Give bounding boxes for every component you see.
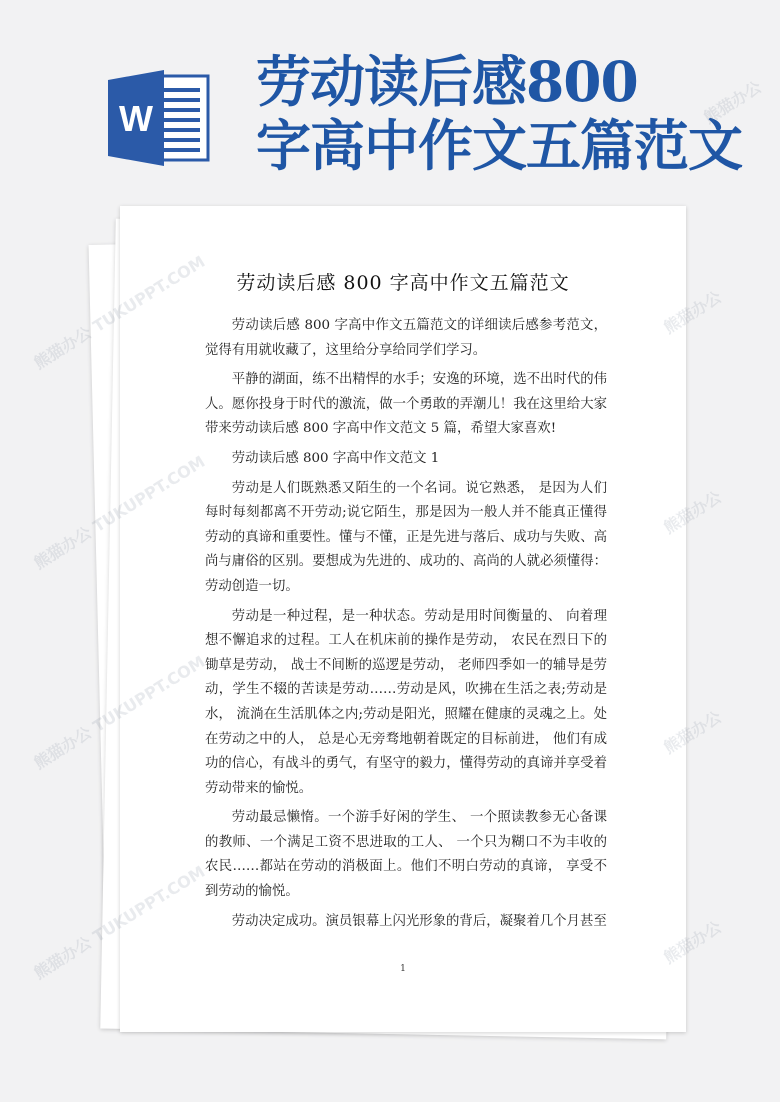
watermark: 熊猫办公 (30, 722, 95, 773)
paragraph: 劳动是一种过程，是一种状态。劳动是用时间衡量的、 向着理想不懈追求的过程。工人在机床前的操作是劳动， 农民在烈日下的锄草是劳动， 战士不间断的巡逻是劳动， 老师四季如一的辅导是劳动，学生不辍的苦读是劳动……劳动是风，吹拂在生活之表;劳动是水， 流淌在生活肌体之内;劳动是阳光，照耀在健康的灵魂之上。处在劳动之中的人， 总是心无旁骛地朝着既定的目标前进， 他们有成功的信心，有战斗的勇气，有坚守的毅力，懂得劳动的真谛并享受着劳动带来的愉悦。 (205, 608, 607, 796)
word-document-icon (108, 68, 212, 168)
page-title (256, 50, 776, 178)
paragraph: 劳动读后感 800 字高中作文范文 1 (231, 450, 440, 466)
title-line-1: 劳动读后感800 (256, 49, 638, 114)
watermark: 熊猫办公 (660, 707, 725, 758)
watermark: 熊猫办公 (660, 487, 725, 538)
watermark: 熊猫办公 (700, 77, 765, 128)
word-icon-letter: W (119, 98, 153, 139)
watermark: 熊猫办公 (30, 322, 95, 373)
watermark: 熊猫办公 (660, 917, 725, 968)
document-page (120, 206, 686, 1032)
paragraph: 劳动读后感 800 字高中作文五篇范文的详细读后感参考范文， 觉得有用就收藏了，这里给分享给同学们学习。 (205, 318, 607, 358)
paragraph: 劳动决定成功。演员银幕上闪光形象的背后，凝聚着几个月甚至 (231, 913, 607, 929)
watermark: 熊猫办公 (30, 522, 95, 573)
document-title: 劳动读后感 800 字高中作文五篇范文 (236, 272, 570, 294)
document-body (205, 314, 607, 939)
paragraph: 平静的湖面，练不出精悍的水手；安逸的环境，选不出时代的伟人。愿你投身于时代的激流，做一个勇敢的弄潮儿！我在这里给大家带来劳动读后感 800 字高中作文范文 5 篇，希望大家喜欢! (205, 372, 607, 437)
page-number: 1 (400, 964, 406, 974)
title-line-2: 字高中作文五篇范文 (256, 113, 743, 178)
paragraph: 劳动是人们既熟悉又陌生的一个名词。说它熟悉， 是因为人们每时每刻都离不开劳动;说它陌生，那是因为一般人并不能真正懂得劳动的真谛和重要性。懂与不懂，正是先进与落后、成功与失败、高尚与庸俗的区别。要想成为先进的、成功的、高尚的人就必须懂得：劳动创造一切。 (205, 480, 607, 594)
paragraph: 劳动最忌懒惰。一个游手好闲的学生、 一个照读教参无心备课的教师、一个满足工资不思进取的工人、 一个只为糊口不为丰收的农民……都站在劳动的消极面上。他们不明白劳动的真谛， 享受不到劳动的愉悦。 (205, 810, 607, 900)
watermark: 熊猫办公 (660, 287, 725, 338)
watermark: 熊猫办公 (30, 932, 95, 983)
